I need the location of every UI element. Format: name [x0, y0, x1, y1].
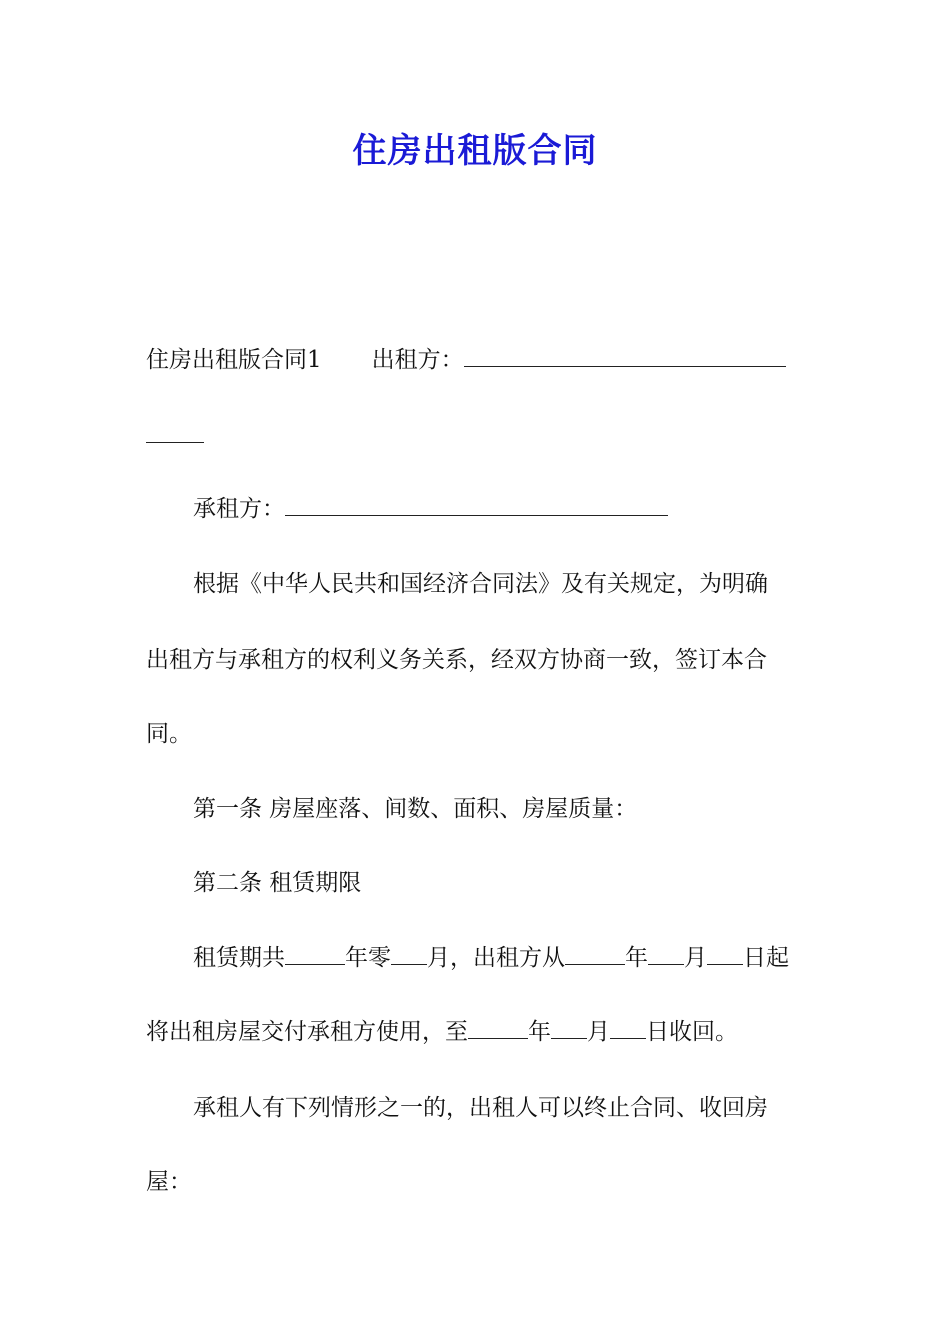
tenant-line	[193, 494, 853, 524]
start-year-blank	[565, 944, 625, 965]
landlord-label: 出租方：	[371, 347, 464, 373]
paragraph-preamble-line-1: 根据《中华人民共和国经济合同法》及有关规定，为明确	[193, 571, 768, 597]
document-title: 住房出租版合同	[352, 131, 598, 171]
term-text: 年	[528, 1019, 551, 1045]
term-text: 年	[625, 945, 648, 971]
lease-term-line-2	[146, 1017, 806, 1047]
landlord-blank-2	[146, 422, 204, 443]
term-text: 日收回。	[646, 1019, 738, 1045]
article-2-heading: 第二条 租赁期限	[193, 870, 362, 896]
term-years-blank	[285, 944, 345, 965]
term-text: 年零	[345, 945, 391, 971]
tenant-label: 承租方：	[193, 496, 285, 522]
start-day-blank	[707, 944, 743, 965]
lease-term-line-1	[193, 943, 853, 973]
term-text: 租赁期共	[193, 945, 285, 971]
term-months-blank	[391, 944, 427, 965]
paragraph-preamble-line-3: 同。	[146, 721, 192, 747]
start-month-blank	[648, 944, 684, 965]
landlord-line	[146, 345, 806, 375]
end-year-blank	[468, 1018, 528, 1039]
termination-clause-line-2: 屋：	[146, 1169, 192, 1195]
end-month-blank	[551, 1018, 587, 1039]
term-text: 将出租房屋交付承租方使用，至	[146, 1019, 468, 1045]
term-text: 月	[587, 1019, 610, 1045]
end-day-blank	[610, 1018, 646, 1039]
term-text: 月	[684, 945, 707, 971]
term-text: 日起	[743, 945, 789, 971]
contract-number-label: 住房出租版合同1	[146, 347, 322, 373]
paragraph-preamble-line-2: 出租方与承租方的权利义务关系，经双方协商一致，签订本合	[146, 647, 767, 673]
landlord-blank	[464, 346, 786, 367]
termination-clause-line-1: 承租人有下列情形之一的，出租人可以终止合同、收回房	[193, 1095, 768, 1121]
term-text: 月，出租方从	[427, 945, 565, 971]
article-1-heading: 第一条 房屋座落、间数、面积、房屋质量：	[193, 796, 638, 822]
landlord-blank-continued	[146, 421, 806, 451]
tenant-blank	[285, 495, 668, 516]
